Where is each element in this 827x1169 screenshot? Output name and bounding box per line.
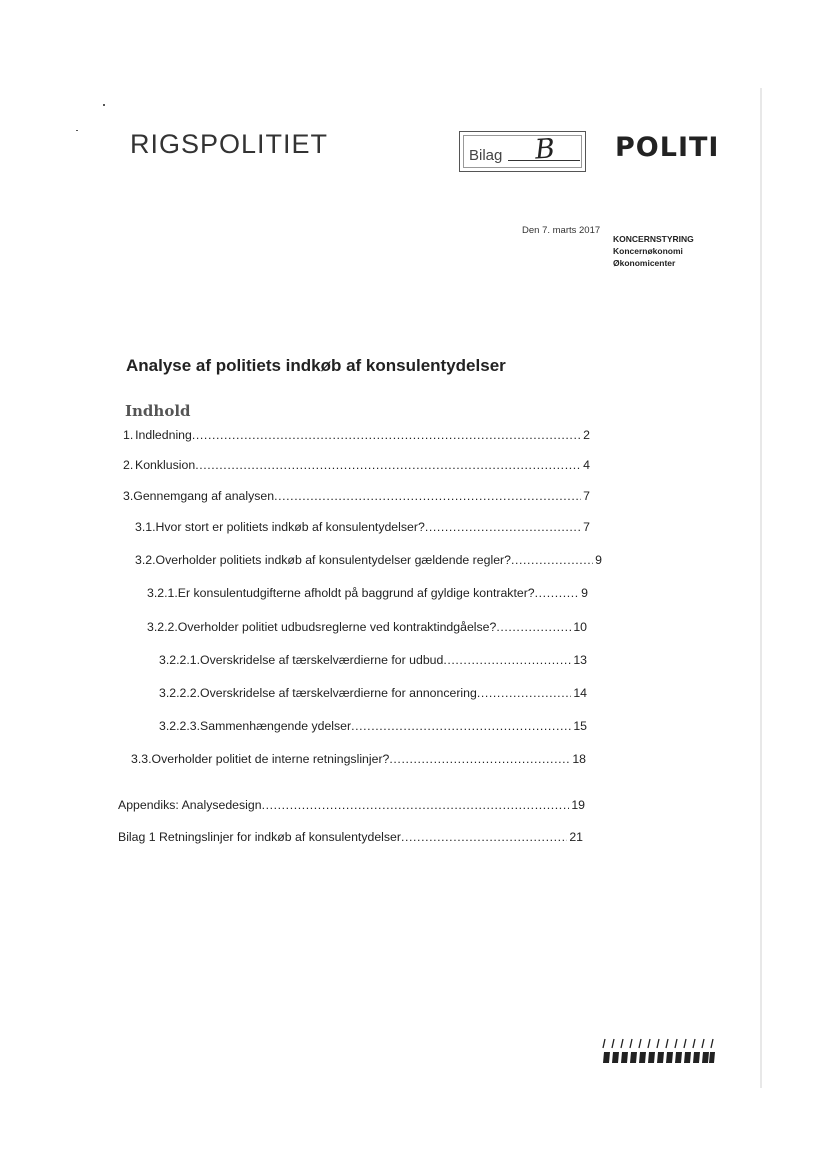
toc-heading: Indhold [125, 402, 191, 420]
toc-leader-dots [535, 585, 580, 601]
toc-leader-dots [511, 552, 593, 568]
scan-speck [76, 130, 78, 131]
toc-entry-label: Overholder politiet de interne retningslinjer? [151, 752, 390, 766]
toc-entry-page: 19 [571, 798, 585, 812]
toc-entry-label: Overskridelse af tærskelværdierne for udbud [200, 653, 444, 667]
toc-entry[interactable] [118, 829, 583, 845]
toc-entry[interactable] [147, 619, 587, 635]
toc-entry-page: 7 [583, 520, 590, 534]
toc-entry-page: 18 [572, 752, 586, 766]
toc-entry-label: Overskridelse af tærskelværdierne for annoncering [200, 686, 477, 700]
toc-entry[interactable] [147, 585, 588, 601]
toc-entry-page: 10 [573, 620, 587, 634]
toc-entry-label: Indledning [135, 428, 192, 442]
politi-logo: POLITI [615, 132, 720, 163]
toc-entry[interactable] [123, 488, 590, 504]
toc-entry-page: 9 [581, 586, 588, 600]
toc-entry-number: 2. [123, 458, 134, 472]
toc-entry[interactable] [118, 797, 585, 813]
toc-entry-number: 3.1. [135, 520, 156, 534]
bilag-underline [508, 160, 580, 161]
toc-entry-page: 13 [573, 653, 587, 667]
toc-leader-dots [401, 829, 567, 845]
toc-entry-page: 9 [595, 553, 602, 567]
toc-entry-page: 21 [569, 830, 583, 844]
toc-entry-number: 1. [123, 428, 134, 442]
toc-leader-dots [262, 797, 570, 813]
toc-entry-number: 3.2.2.1. [159, 653, 201, 667]
department-block [613, 233, 694, 269]
toc-entry-page: 14 [573, 686, 587, 700]
department-line: Koncernøkonomi [613, 246, 683, 256]
toc-leader-dots [425, 519, 581, 535]
scan-barcode [602, 1038, 716, 1064]
page-edge-shadow [760, 88, 762, 1088]
toc-entry-number: 3.2. [135, 553, 156, 567]
toc-entry[interactable] [123, 427, 590, 443]
toc-leader-dots [351, 718, 571, 734]
department-line: KONCERNSTYRING [613, 234, 694, 244]
toc-leader-dots [496, 619, 571, 635]
toc-entry[interactable] [159, 718, 587, 734]
toc-entry[interactable] [159, 652, 587, 668]
toc-entry[interactable] [135, 552, 602, 568]
toc-entry-page: 2 [583, 428, 590, 442]
toc-leader-dots [443, 652, 571, 668]
toc-entry-label: Konklusion [135, 458, 196, 472]
toc-entry-number: 3.2.1. [147, 586, 178, 600]
scan-speck [103, 104, 105, 106]
toc-entry[interactable] [131, 751, 586, 767]
toc-leader-dots [192, 427, 581, 443]
document-title: Analyse af politiets indkøb af konsulentydelser [126, 356, 506, 375]
toc-entry-number: 3.3. [131, 752, 152, 766]
organization-name: RIGSPOLITIET [130, 129, 329, 159]
toc-entry[interactable] [135, 519, 590, 535]
toc-entry-label: Hvor stort er politiets indkøb af konsulentydelser? [155, 520, 425, 534]
toc-entry-label: Sammenhængende ydelser [200, 719, 352, 733]
toc-entry[interactable] [123, 457, 590, 473]
toc-entry-number: 3.2.2. [147, 620, 178, 634]
toc-entry[interactable] [159, 685, 587, 701]
toc-entry-page: 15 [573, 719, 587, 733]
toc-entry-page: 4 [583, 458, 590, 472]
toc-entry-number: 3.2.2.2. [159, 686, 201, 700]
toc-entry-label: Bilag 1 Retningslinjer for indkøb af konsulentydelser [118, 830, 401, 844]
toc-leader-dots [274, 488, 581, 504]
toc-entry-label: Appendiks: Analysedesign [118, 798, 262, 812]
toc-entry-number: 3.2.2.3. [159, 719, 201, 733]
department-line: Økonomicenter [613, 258, 676, 268]
bilag-stamp [459, 131, 586, 172]
toc-entry-label: Gennemgang af analysen [133, 489, 275, 503]
bilag-value: B [533, 133, 556, 166]
toc-leader-dots [477, 685, 571, 701]
toc-entry-label: Overholder politiets indkøb af konsulentydelser gældende regler? [155, 553, 511, 567]
toc-entry-page: 7 [583, 489, 590, 503]
toc-entry-label: Overholder politiet udbudsreglerne ved kontraktindgåelse? [177, 620, 497, 634]
toc-entry-number: 3. [123, 489, 134, 503]
toc-leader-dots [389, 751, 570, 767]
document-date: Den 7. marts 2017 [522, 225, 601, 236]
toc-leader-dots [195, 457, 581, 473]
toc-entry-label: Er konsulentudgifterne afholdt på baggrund af gyldige kontrakter? [177, 586, 535, 600]
bilag-label: Bilag [469, 147, 503, 164]
